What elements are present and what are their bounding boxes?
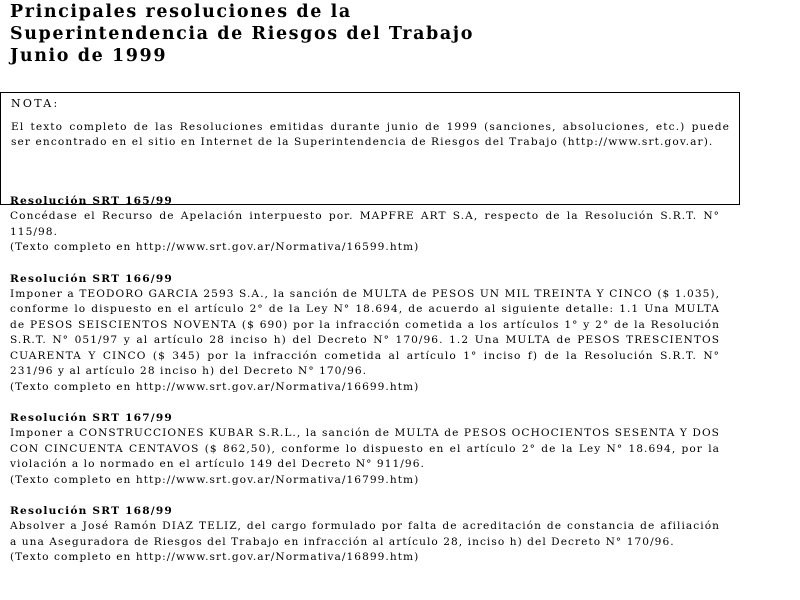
resolutions-list: [10, 194, 720, 582]
resolution-title: Resolución SRT 166/99: [10, 272, 173, 285]
page-title: [10, 1, 770, 67]
page-title-line-1: Principales resoluciones de la: [10, 2, 352, 22]
resolution-body: Concédase el Recurso de Apelación interpuesto por. MAPFRE ART S.A, respecto de la Resolución S.R.T. N° 115/98.: [10, 210, 720, 238]
resolution-title: Resolución SRT 165/99: [10, 195, 173, 207]
resolution-item-167: [10, 411, 720, 488]
page-title-line-3: Junio de 1999: [10, 46, 168, 66]
resolution-full-text-link[interactable]: (Texto completo en http://www.srt.gov.ar/Normativa/16899.htm): [10, 551, 420, 563]
nota-box: [0, 92, 740, 205]
resolution-full-text-link[interactable]: (Texto completo en http://www.srt.gov.ar/Normativa/16799.htm): [10, 473, 420, 486]
resolution-full-text-link[interactable]: (Texto completo en http://www.srt.gov.ar/Normativa/16699.htm): [10, 380, 420, 393]
resolution-body: Imponer a TEODORO GARCIA 2593 S.A., la sanción de MULTA de PESOS UN MIL TREINTA Y CINCO ($ 1.035), conforme lo dispuesto en el artículo 2° de la Ley N° 18.694, de acuerdo al siguiente detalle: 1.1 Una MULTA de PESOS SEISCIENTOS NOVENTA ($ 690) por la infracción cometida a los artículos 1° y 2° de la Resolución S.R.T. N° 051/97 y al artículo 28 inciso h) del Decreto N° 170/96. 1.2 Una MULTA de PESOS TRESCIENTOS CUARENTA Y CINCO ($ 345) por la infracción cometida al artículo 1° inciso f) de la Resolución S.R.T. N° 231/96 y al artículo 28 inciso h) del Decreto N° 170/96.: [10, 287, 720, 377]
page-title-line-2: Superintendencia de Riesgos del Trabajo: [10, 24, 474, 44]
resolution-title: Resolución SRT 167/99: [10, 412, 173, 424]
nota-label: NOTA:: [11, 97, 60, 110]
resolution-title: Resolución SRT 168/99: [10, 505, 173, 517]
resolution-item-166: [10, 272, 720, 396]
resolution-body: Absolver a José Ramón DIAZ TELIZ, del cargo formulado por falta de acreditación de constancia de afiliación a una Aseguradora de Riesgos del Trabajo en infracción al artículo 28, inciso h) del Decreto N° 170/96.: [10, 520, 720, 548]
nota-text: El texto completo de las Resoluciones emitidas durante junio de 1999 (sanciones, absoluciones, etc.) puede ser encontrado en el sitio en Internet de la Superintendencia de Riesgos del Trabajo (http://www.srt.gov.ar).: [11, 121, 730, 148]
resolution-full-text-link[interactable]: (Texto completo en http://www.srt.gov.ar/Normativa/16599.htm): [10, 241, 420, 253]
resolution-item-168: [10, 504, 720, 566]
resolution-body: Imponer a CONSTRUCCIONES KUBAR S.R.L., la sanción de MULTA de PESOS OCHOCIENTOS SESENTA Y DOS CON CINCUENTA CENTAVOS ($ 862,50), conforme lo dispuesto en el artículo 2° de la Ley N° 18.694, por la violación a lo normado en el artículo 149 del Decreto N° 911/96.: [10, 427, 720, 470]
resolution-item-165: [10, 194, 720, 256]
